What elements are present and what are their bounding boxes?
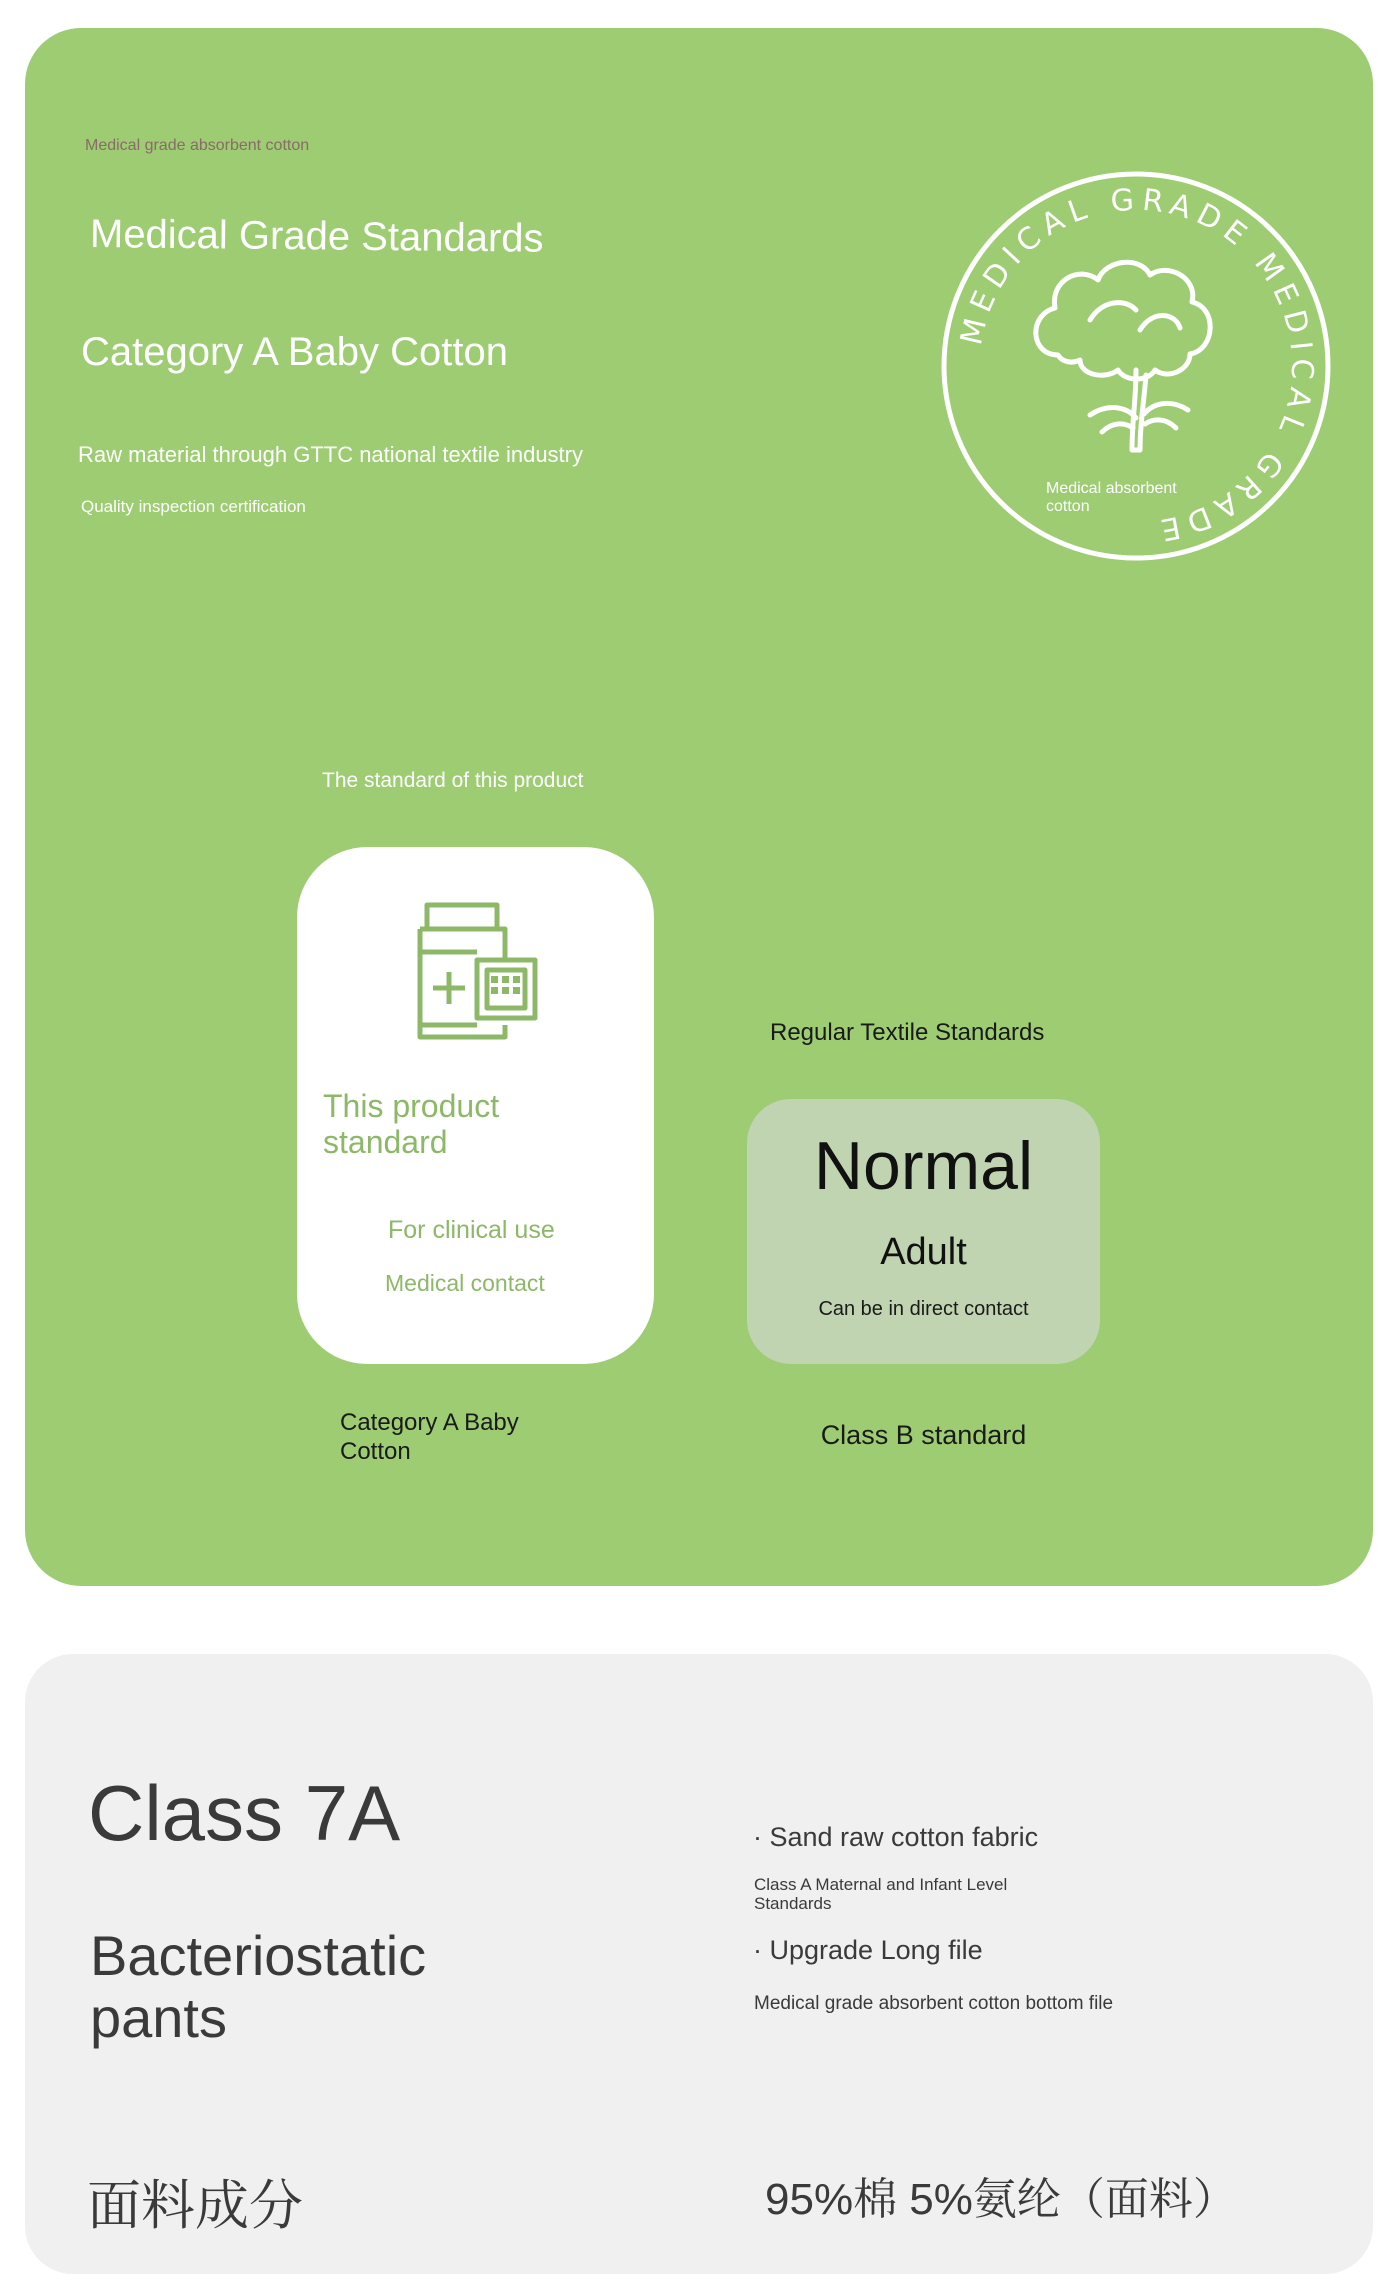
description-line-2: Quality inspection certification [81, 497, 306, 516]
description-line-1: Raw material through GTTC national textile industry [78, 442, 583, 467]
product-card-line-2: Medical contact [385, 1270, 545, 1296]
normal-card-adult: Adult [880, 1231, 967, 1273]
feature-bullet-2-sub: Medical grade absorbent cotton bottom file [754, 1993, 1114, 2014]
standard-caption: The standard of this product [322, 769, 584, 792]
fabric-composition-label: 面料成分 [87, 2176, 303, 2236]
normal-card-footer: Class B standard [820, 1420, 1027, 1450]
fabric-composition-value: 95%棉 5%氨纶（面料） [765, 2175, 1237, 2224]
medicine-bottle-icon [415, 900, 540, 1042]
tiny-label: Medical grade absorbent cotton [85, 137, 310, 154]
headline: Medical Grade Standards [89, 212, 544, 261]
product-card-title: This product standard [323, 1088, 500, 1160]
product-card-footer: Category A Baby Cotton [340, 1409, 519, 1465]
class-title: Class 7A [88, 1769, 401, 1857]
feature-bullet-2: · Upgrade Long file [753, 1935, 983, 1965]
feature-bullet-1: · Sand raw cotton fabric [753, 1822, 1039, 1852]
product-card-line-1: For clinical use [388, 1216, 555, 1244]
seal-label: Medical absorbent cotton [1046, 480, 1177, 515]
regular-standards-caption: Regular Textile Standards [770, 1019, 1045, 1046]
feature-bullet-1-sub: Class A Maternal and Infant Level Standards [754, 1875, 1008, 1913]
normal-card-title: Normal [813, 1128, 1034, 1204]
cotton-plant-icon [1036, 262, 1210, 450]
seal-ring-text: MEDICAL GRADE MEDICAL GRADE [954, 182, 1320, 549]
normal-card-contact: Can be in direct contact [818, 1298, 1029, 1320]
product-name: Bacteriostatic pants [90, 1924, 427, 2049]
subhead: Category A Baby Cotton [81, 330, 508, 374]
